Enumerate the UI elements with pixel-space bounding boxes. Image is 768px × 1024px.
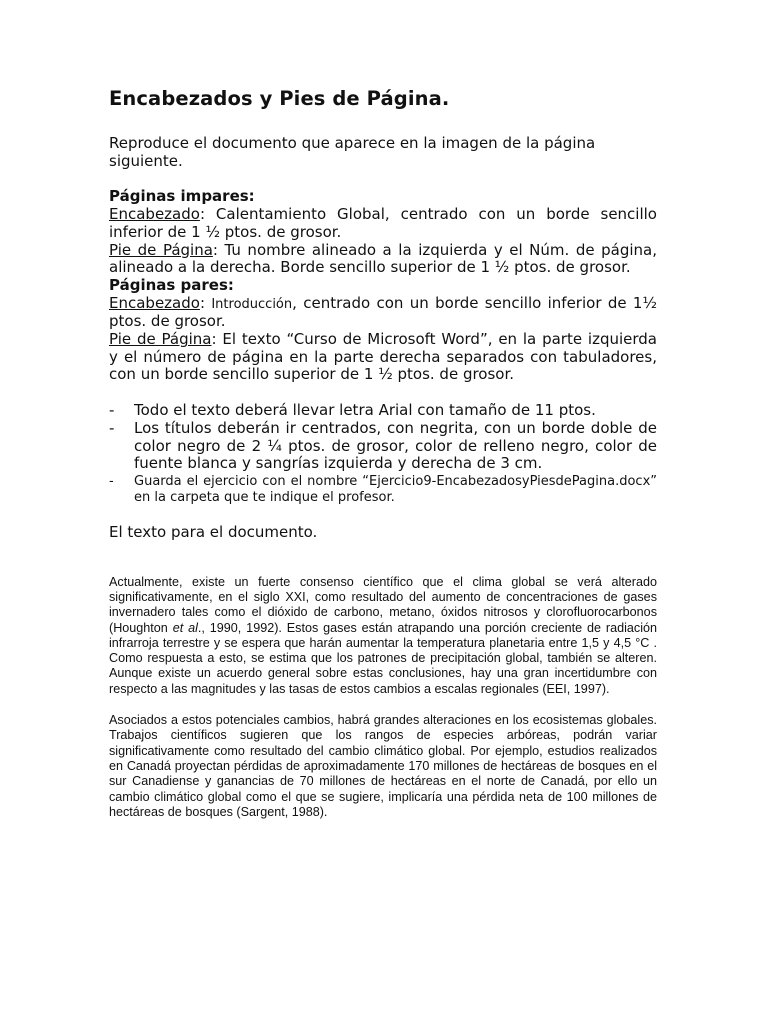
odd-header-text: : Calentamiento Global, centrado con un borde sencillo inferior de 1 ½ ptos. de grosor. [109,205,657,241]
document-text-label: El texto para el documento. [109,522,318,541]
list-item [109,402,657,420]
page-title: Encabezados y Pies de Página. [109,87,450,110]
odd-footer-text: : Tu nombre alineado a la izquierda y el Núm. de página, alineado a la derecha. Borde sencillo superior de 1 ½ ptos. de grosor. [109,240,657,277]
odd-footer-line [109,242,657,277]
list-item-text: Guarda el ejercicio con el nombre “Ejercicio9-EncabezadosyPiesdePagina.docx” en la carpeta que te indique el profesor. [134,473,657,505]
even-header-text-small: Introducción [211,296,293,312]
paragraph-2: Asociados a estos potenciales cambios, habrá grandes alteraciones en los ecosistemas globales. Trabajos científicos sugieren que los rangos de especies arbóreas, podrán variar significativamente como resultado del cambio climático global. Por ejemplo, estudios realizados en Canadá proyectan pérdidas de aproximadamente 170 millones de hectáreas de bosques en el sur Canadiense y ganancias de 70 millones de hectáreas en el norte de Canadá, por ello un cambio climático global como el que se sugiere, implicaría una pérdida neta de 100 millones de hectáreas de bosques (Sargent, 1988). [109,713,657,819]
even-footer-text: : El texto “Curso de Microsoft Word”, en la parte izquierda y el número de página en la parte derecha separados con tabuladores, con un borde sencillo superior de 1 ½ ptos. de grosor. [109,330,657,384]
list-dash: - [109,473,114,489]
instructions-list [109,402,657,506]
even-header-label: Encabezado [109,293,200,312]
even-pages-heading: Páginas pares: [109,275,234,294]
even-header-sep: : [199,293,212,312]
paragraph-1 [109,575,657,697]
paragraph-1-italic: et al [172,620,198,635]
even-header-line [109,295,657,331]
paragraph-1-part-b: ., 1990, 1992). Estos gases están atrapando una porción creciente de radiación infrarroja terrestre y se espera que harán aumentar la temperatura planetaria entre 1,5 y 4,5 °C . Como respuesta a esto, se estima que los patrones de precipitación global, también se alteren. Aunque existe un acuerdo general sobre estas conclusiones, hay una gran incertidumbre con respecto a las magnitudes y las tasas de estos cambios a escalas regionales (EEI, 1997). [109,620,658,696]
odd-footer-label: Pie de Página [109,240,213,259]
list-item-text: Los títulos deberán ir centrados, con negrita, con un borde doble de color negro de 2 ¼ ptos. de grosor, color de relleno negro, color de fuente blanca y sangrías izquierda y derecha de 3 cm. [134,418,657,473]
even-header-text: , centrado con un borde sencillo inferior de 1½ ptos. de grosor. [109,293,657,331]
list-dash: - [109,401,115,420]
list-dash: - [109,418,115,437]
list-item [109,420,657,473]
list-item-text: Todo el texto deberá llevar letra Arial con tamaño de 11 ptos. [134,401,596,420]
intro-text: Reproduce el documento que aparece en la imagen de la página siguiente. [109,134,596,170]
even-footer-line [109,331,657,384]
list-item [109,474,657,506]
document-body [109,86,657,820]
even-footer-label: Pie de Página [109,330,212,349]
paragraph-1-part-a: Actualmente, existe un fuerte consenso científico que el clima global se verá alterado significativamente, en el siglo XXI, como resultado del aumento de concentraciones de gases invernadero tales como el dióxido de carbono, metano, óxidos nitrosos y clorofluorocarbonos (Houghton [109,574,657,635]
odd-pages-heading: Páginas impares: [109,187,255,206]
odd-header-label: Encabezado [109,205,200,224]
odd-header-line [109,206,657,241]
